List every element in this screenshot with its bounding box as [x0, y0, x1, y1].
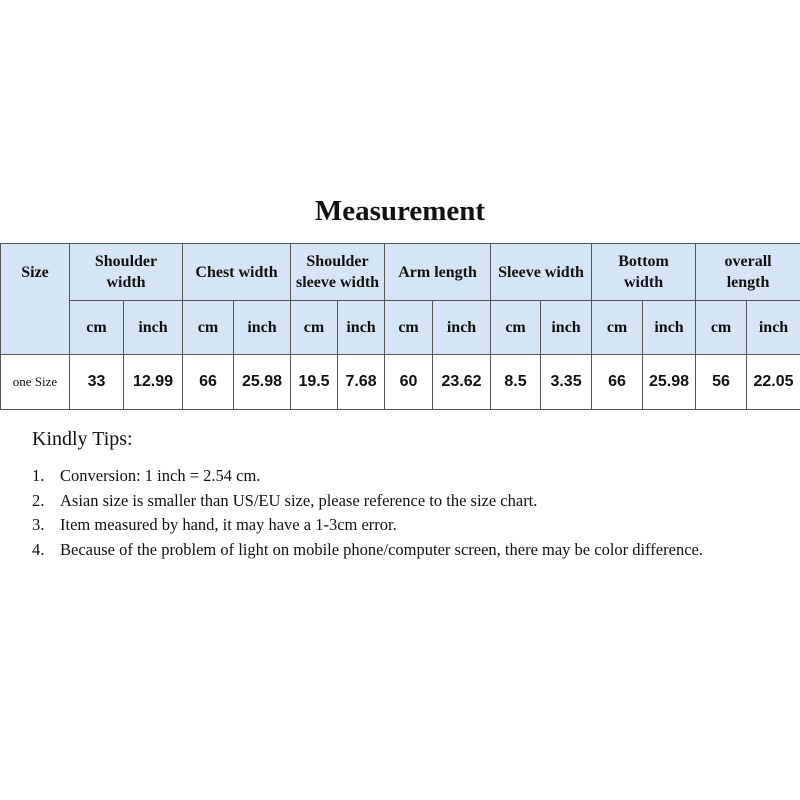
list-item-text: Asian size is smaller than US/EU size, please reference to the size chart.	[60, 490, 538, 510]
page-title: Measurement	[314, 195, 486, 227]
list-item-text: Conversion: 1 inch = 2.54 cm.	[60, 466, 261, 485]
list-item	[32, 513, 752, 538]
unit-cell: inch	[643, 301, 696, 355]
value-cell: 7.68	[338, 355, 385, 410]
size-chart-table	[0, 243, 800, 410]
list-item	[32, 489, 752, 514]
list-item	[32, 464, 752, 489]
tips-heading: Kindly Tips:	[32, 428, 133, 450]
table-units-row	[1, 301, 800, 355]
value-cell: 56	[696, 355, 747, 410]
list-item-number: 3.	[32, 515, 45, 534]
unit-cell: cm	[592, 301, 643, 355]
header-bottom-width: Bottom width	[592, 244, 696, 301]
list-item-number: 4.	[32, 539, 45, 559]
header-size: Size	[1, 244, 70, 301]
unit-cell: inch	[124, 301, 183, 355]
unit-cell: cm	[385, 301, 433, 355]
header-sleeve-width: Sleeve width	[491, 244, 592, 301]
value-cell: 12.99	[124, 355, 183, 410]
value-cell: 19.5	[291, 355, 338, 410]
value-cell: 8.5	[491, 355, 541, 410]
header-chest-width: Chest width	[183, 244, 291, 301]
list-item	[32, 538, 752, 563]
list-item-number: 2.	[32, 490, 45, 510]
value-cell: 23.62	[433, 355, 491, 410]
tips-list	[32, 464, 752, 562]
unit-cell: cm	[696, 301, 747, 355]
unit-cell: inch	[747, 301, 800, 355]
unit-cell: cm	[70, 301, 124, 355]
value-cell: 33	[70, 355, 124, 410]
row-label: one Size	[1, 355, 70, 410]
value-cell: 66	[183, 355, 234, 410]
list-item-number: 1.	[32, 466, 45, 485]
unit-cell: inch	[433, 301, 491, 355]
header-arm-length: Arm length	[385, 244, 491, 301]
list-item-text: Item measured by hand, it may have a 1-3cm error.	[60, 515, 397, 534]
unit-cell: cm	[183, 301, 234, 355]
table-row	[1, 355, 800, 410]
value-cell: 22.05	[747, 355, 800, 410]
unit-cell: inch	[541, 301, 592, 355]
header-shoulder-sleeve-width: Shoulder sleeve width	[291, 244, 385, 301]
value-cell: 60	[385, 355, 433, 410]
unit-cell: inch	[234, 301, 291, 355]
kindly-tips-section	[32, 426, 752, 562]
value-cell: 25.98	[643, 355, 696, 410]
unit-cell: inch	[338, 301, 385, 355]
table-header-row	[1, 244, 800, 301]
unit-cell: cm	[491, 301, 541, 355]
header-shoulder-width: Shoulder width	[70, 244, 183, 301]
header-overall-length: overall length	[696, 244, 800, 301]
units-empty-cell	[1, 301, 70, 355]
value-cell: 25.98	[234, 355, 291, 410]
value-cell: 3.35	[541, 355, 592, 410]
list-item-text: Because of the problem of light on mobile phone/computer screen, there may be color difference.	[60, 539, 703, 559]
unit-cell: cm	[291, 301, 338, 355]
value-cell: 66	[592, 355, 643, 410]
